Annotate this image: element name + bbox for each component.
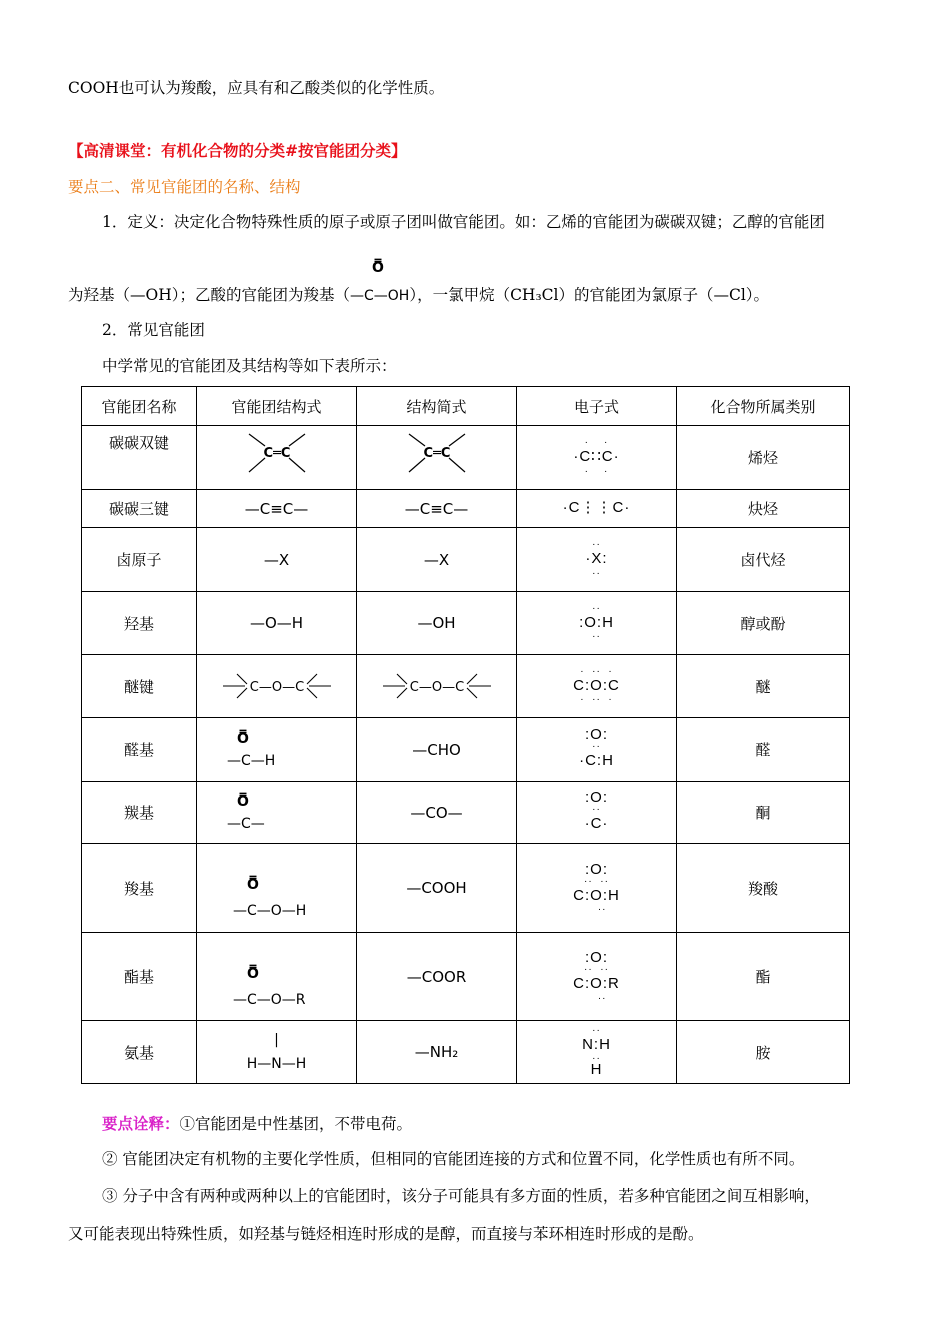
table-row <box>82 592 850 655</box>
group-name: 氨基 <box>82 1021 197 1084</box>
condensed-formula: —C≡C— <box>357 490 517 528</box>
electron-formula: · ·· · C:O:C · ·· · <box>517 655 677 718</box>
group-name: 羟基 <box>82 592 197 655</box>
category: 酯 <box>677 933 850 1021</box>
definition-line-1: 1．定义：决定化合物特殊性质的原子或原子团叫做官能团。如：乙烯的官能团为碳碳双键；乙醇的官能团 <box>102 213 825 231</box>
alkene-structure-diagram <box>197 428 357 488</box>
table-row <box>82 718 850 782</box>
ether-structure-label: C—O—C <box>249 680 305 695</box>
structure-cell <box>197 718 357 782</box>
group-name: 醚键 <box>82 655 197 718</box>
electron-formula: ·· ·X: ·· <box>517 528 677 592</box>
definition-text-b: ），一氯甲烷（CH₃Cl）的官能团为氯原子（—Cl）。 <box>409 286 770 304</box>
group-name: 碳碳双键 <box>82 426 197 490</box>
category: 炔烃 <box>677 490 850 528</box>
condensed-formula: —CO— <box>357 782 517 844</box>
structure-cell <box>197 426 357 490</box>
condensed-formula: —NH₂ <box>357 1021 517 1084</box>
carboxyl-structure: O̿ —C—OH <box>349 260 410 304</box>
intro-line: COOH也可认为羧酸，应具有和乙酸类似的化学性质。 <box>68 79 445 97</box>
double-bond-oxygen-icon: O̿ <box>237 793 249 810</box>
note-1: 要点诠释：①官能团是中性基团，不带电荷。 <box>102 1114 413 1133</box>
structure-cell <box>197 782 357 844</box>
structure-formula: —O—H <box>197 592 357 655</box>
category: 醛 <box>677 718 850 782</box>
electron-formula: ·· :O:H ·· <box>517 592 677 655</box>
electron-formula: :O: ·· ·· C:O:H ·· <box>517 844 677 933</box>
section-heading: 要点二、常见官能团的名称、结构 <box>68 178 301 196</box>
table-row <box>82 782 850 844</box>
header-condensed: 结构简式 <box>357 387 517 426</box>
category: 烯烃 <box>677 426 850 490</box>
table-row <box>82 426 850 490</box>
electron-formula: :O: ·· ·C:H <box>517 718 677 782</box>
category: 醇或酚 <box>677 592 850 655</box>
condensed-formula: —X <box>357 528 517 592</box>
category: 酮 <box>677 782 850 844</box>
group-name: 醛基 <box>82 718 197 782</box>
note-3-line-1: ③ 分子中含有两种或两种以上的官能团时，该分子可能具有多方面的性质，若多种官能团之间互相影响， <box>102 1187 820 1205</box>
structure-cell <box>197 655 357 718</box>
notes-label: 要点诠释： <box>102 1114 180 1133</box>
condensed-formula: —CHO <box>357 718 517 782</box>
table-intro: 中学常见的官能团及其结构等如下表所示： <box>102 357 397 375</box>
definition-text-a: 为羟基（—OH）；乙酸的官能团为羧基（ <box>68 286 350 304</box>
header-electron: 电子式 <box>517 387 677 426</box>
category: 卤代烃 <box>677 528 850 592</box>
condensed-formula: —COOH <box>357 844 517 933</box>
common-heading: 2．常见官能团 <box>102 321 205 339</box>
group-name: 碳碳三键 <box>82 490 197 528</box>
header-category: 化合物所属类别 <box>677 387 850 426</box>
condensed-formula: —COOR <box>357 933 517 1021</box>
electron-formula: ·· N:H ·· H <box>517 1021 677 1084</box>
structure-cell <box>197 844 357 933</box>
structure-formula: —C—O—H <box>233 903 307 919</box>
double-bond-oxygen-icon: O̿ <box>247 877 259 893</box>
category: 胺 <box>677 1021 850 1084</box>
double-bond-oxygen-icon: O̿ <box>237 730 249 747</box>
table-row <box>82 844 850 933</box>
double-bond-oxygen-icon: O̿ <box>247 965 259 982</box>
structure-formula: —C—O—R <box>233 991 306 1008</box>
condensed-cell <box>357 655 517 718</box>
electron-formula: · · ·C∷C· · · <box>517 426 677 490</box>
alkene-condensed-label: C═C <box>423 445 451 461</box>
header-name: 官能团名称 <box>82 387 197 426</box>
structure-formula: H—N—H <box>246 1056 307 1072</box>
electron-formula: :O: ·· ·C· <box>517 782 677 844</box>
category: 羧酸 <box>677 844 850 933</box>
condensed-cell <box>357 426 517 490</box>
note-2: ② 官能团决定有机物的主要化学性质，但相同的官能团连接的方式和位置不同，化学性质也有所不同。 <box>102 1150 805 1168</box>
condensed-formula: —OH <box>357 592 517 655</box>
definition-line-2 <box>68 260 770 305</box>
group-name: 羰基 <box>82 782 197 844</box>
functional-group-table <box>81 386 850 1084</box>
structure-cell <box>197 933 357 1021</box>
group-name: 羧基 <box>82 844 197 933</box>
table-row <box>82 1021 850 1084</box>
ether-condensed-label: C—O—C <box>409 680 465 695</box>
header-structure: 官能团结构式 <box>197 387 357 426</box>
ether-structure-diagram <box>197 656 357 716</box>
group-name: 卤原子 <box>82 528 197 592</box>
structure-formula: —C—H <box>227 752 276 769</box>
structure-formula: —C≡C— <box>197 490 357 528</box>
table-row <box>82 655 850 718</box>
group-name: 酯基 <box>82 933 197 1021</box>
table-row <box>82 490 850 528</box>
note-3-line-2: 又可能表现出特殊性质，如羟基与链烃相连时形成的是醇，而直接与苯环相连时形成的是酚。 <box>68 1225 704 1243</box>
alkene-structure-label: C═C <box>263 445 291 461</box>
table-header-row <box>82 387 850 426</box>
vertical-bond-icon: | <box>274 1032 279 1048</box>
structure-formula: —X <box>197 528 357 592</box>
ether-condensed-diagram <box>357 656 517 716</box>
structure-cell <box>197 1021 357 1084</box>
structure-formula: —C— <box>227 815 265 832</box>
classroom-heading[interactable]: 【高清课堂：有机化合物的分类#按官能团分类】 <box>68 141 407 160</box>
category: 醚 <box>677 655 850 718</box>
electron-formula: :O: ·· ·· C:O:R ·· <box>517 933 677 1021</box>
electron-formula: ·C⋮⋮C· <box>517 490 677 528</box>
alkene-condensed-diagram <box>357 428 517 488</box>
table-row <box>82 528 850 592</box>
table-row <box>82 933 850 1021</box>
double-bond-oxygen-icon: O̿ <box>371 260 384 276</box>
